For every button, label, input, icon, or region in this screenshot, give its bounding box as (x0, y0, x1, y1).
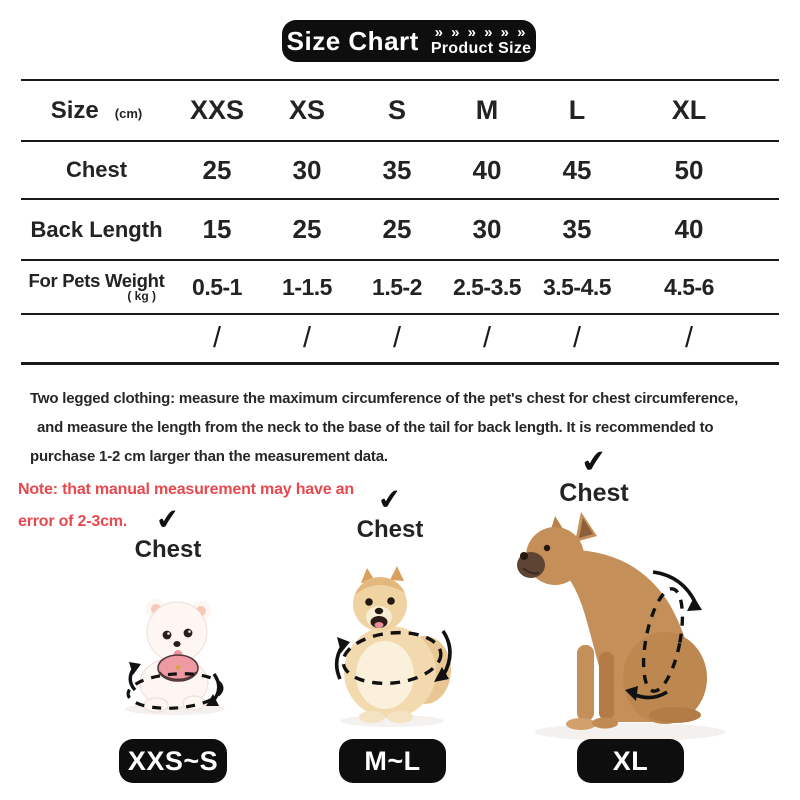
weight-value: 2.5-3.5 (452, 273, 522, 300)
chest-annotation-medium (340, 482, 440, 544)
column-header-xs: XS (288, 95, 326, 125)
size-chart-header-badge (282, 20, 536, 62)
header-subtitle: Product Size (430, 40, 532, 57)
measure-description-line1: Two legged clothing: measure the maximum circumference of the pet's chest for chest circumference, (30, 390, 739, 407)
note-line1: Note: that manual measurement may have an (18, 481, 354, 498)
weight-value: 3.5-4.5 (542, 273, 612, 300)
size-badge-xxs-s: XXS~S (119, 739, 227, 783)
size-badge-xl: XL (577, 739, 684, 783)
chevrons-icon: » » » » » » (434, 24, 528, 41)
slash-value: / (572, 322, 582, 354)
chest-value: 40 (472, 154, 502, 185)
chest-label: Chest (559, 479, 629, 507)
check-arrow-icon: ✔ (579, 442, 609, 481)
table-row-chest (21, 142, 779, 200)
puppy-photo-small (110, 578, 240, 718)
chest-row-label: Chest (65, 157, 128, 182)
check-arrow-icon: ✔ (154, 502, 182, 537)
dog-photo-large (515, 510, 745, 750)
back-length-value: 25 (292, 214, 322, 244)
slash-value: / (302, 322, 312, 354)
column-header-xl: XL (671, 95, 707, 125)
size-table (21, 79, 779, 365)
weight-unit-label: ( kg ) (127, 289, 156, 304)
chest-value: 50 (674, 154, 704, 185)
header-right-block (431, 25, 532, 57)
size-badge-m-l: M~L (339, 739, 446, 783)
column-header-s: S (387, 95, 406, 125)
size-label-cell (21, 97, 172, 125)
column-header-l: L (568, 95, 586, 125)
table-row-back-length (21, 200, 779, 261)
column-header-m: M (475, 95, 499, 125)
slash-value: / (212, 322, 222, 354)
chest-label: Chest (356, 516, 424, 543)
note-line2: error of 2-3cm. (18, 513, 128, 530)
table-row-empty (21, 315, 779, 365)
measure-description-line2: and measure the length from the neck to the base of the tail for back length. It is recommended to (37, 419, 714, 436)
weight-value: 0.5-1 (192, 273, 242, 300)
svg-text:♥: ♥ (175, 663, 181, 674)
check-arrow-icon: ✔ (376, 482, 404, 517)
back-length-value: 15 (202, 214, 232, 244)
table-header-row (21, 81, 779, 142)
page-title: Size Chart (286, 25, 419, 56)
back-length-value: 30 (472, 214, 502, 244)
chest-annotation-large (542, 442, 646, 508)
chest-value: 35 (382, 154, 412, 185)
back-length-row-label: Back Length (30, 216, 163, 242)
back-length-value: 40 (674, 214, 704, 244)
slash-value: / (482, 322, 492, 354)
weight-value: 4.5-6 (664, 273, 714, 300)
dog-photo-medium (330, 565, 465, 730)
chest-label: Chest (134, 536, 202, 563)
slash-value: / (684, 322, 694, 354)
size-label: Size (50, 96, 99, 124)
back-length-value: 25 (382, 214, 412, 244)
chest-value: 45 (562, 154, 592, 185)
chest-value: 25 (202, 154, 232, 185)
slash-value: / (392, 322, 402, 354)
chest-annotation-small (118, 502, 218, 564)
size-unit-label: (cm) (114, 106, 143, 121)
chest-value: 30 (292, 154, 322, 185)
weight-row-label-cell (21, 271, 172, 303)
column-header-xxs: XXS (189, 95, 245, 125)
weight-row-label: For Pets Weight (28, 269, 165, 291)
table-row-weight (21, 261, 779, 315)
back-length-value: 35 (562, 214, 592, 244)
measure-description-line3: purchase 1-2 cm larger than the measurement data. (30, 448, 388, 465)
weight-value: 1.5-2 (372, 273, 422, 300)
weight-value: 1-1.5 (282, 273, 332, 300)
